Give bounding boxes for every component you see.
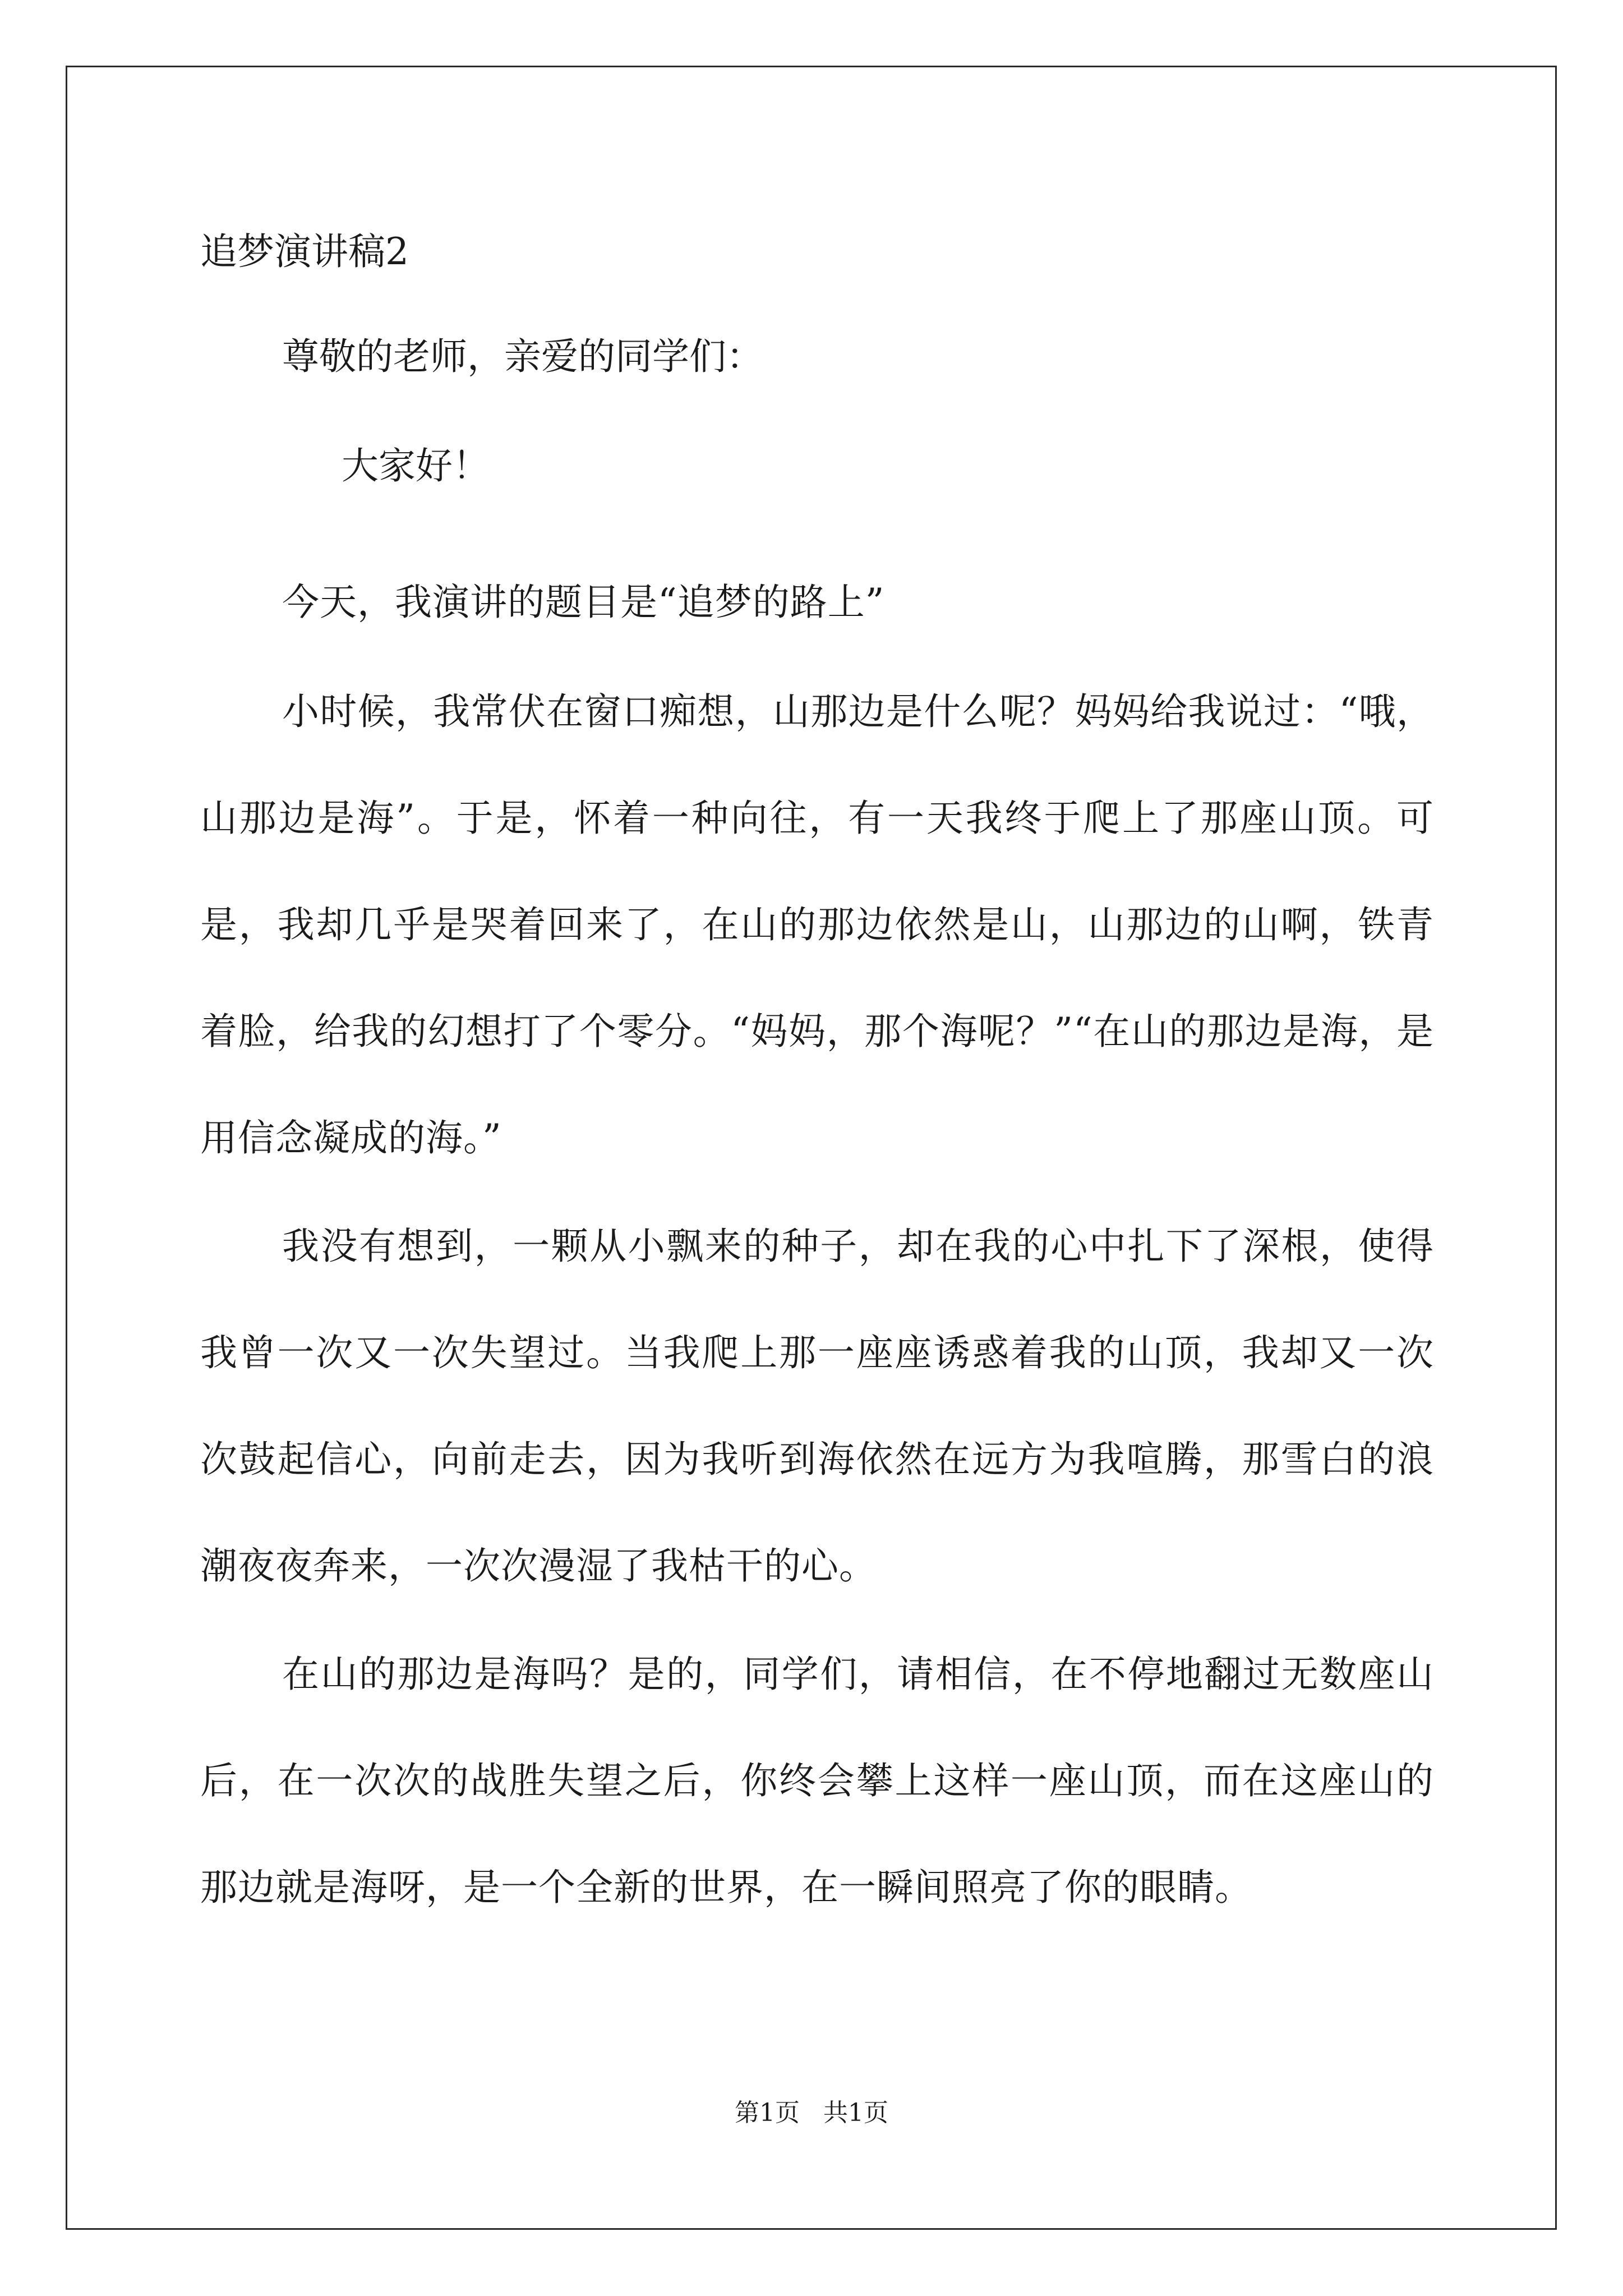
paragraph-sea: 在山的那边是海吗？是的，同学们，请相信，在不停地翻过无数座山后，在一次次的战胜失望之后，你终会攀上这样一座山顶，而在这座山的那边就是海呀，是一个全新的世界，在一瞬间照亮了你的眼睛。 (200, 1653, 1434, 1909)
page-footer: 第1页 共1页 (735, 2099, 888, 2127)
document-title: 追梦演讲稿2 (200, 230, 409, 273)
document-body (200, 227, 1434, 1943)
salutation: 尊敬的老师，亲爱的同学们： (282, 335, 763, 378)
paragraph-topic: 今天，我演讲的题目是“追梦的路上” (282, 581, 885, 624)
greeting: 大家好！ (342, 444, 490, 487)
paragraph-childhood: 小时候，我常伏在窗口痴想，山那边是什么呢？妈妈给我说过：“哦，山那边是海”。于是，怀着一种向往，有一天我终于爬上了那座山顶。可是，我却几乎是哭着回来了，在山的那边依然是山，山那边的山啊，铁青着脸，给我的幻想打了个零分。“妈妈，那个海呢？”“在山的那边是海，是用信念凝成的海。” (200, 690, 1434, 1159)
paragraph-seed: 我没有想到，一颗从小飘来的种子，却在我的心中扎下了深根，使得我曾一次又一次失望过。当我爬上那一座座诱惑着我的山顶，我却又一次次鼓起信心，向前走去，因为我听到海依然在远方为我喧腾，那雪白的浪潮夜夜奔来，一次次漫湿了我枯干的心。 (200, 1225, 1434, 1588)
